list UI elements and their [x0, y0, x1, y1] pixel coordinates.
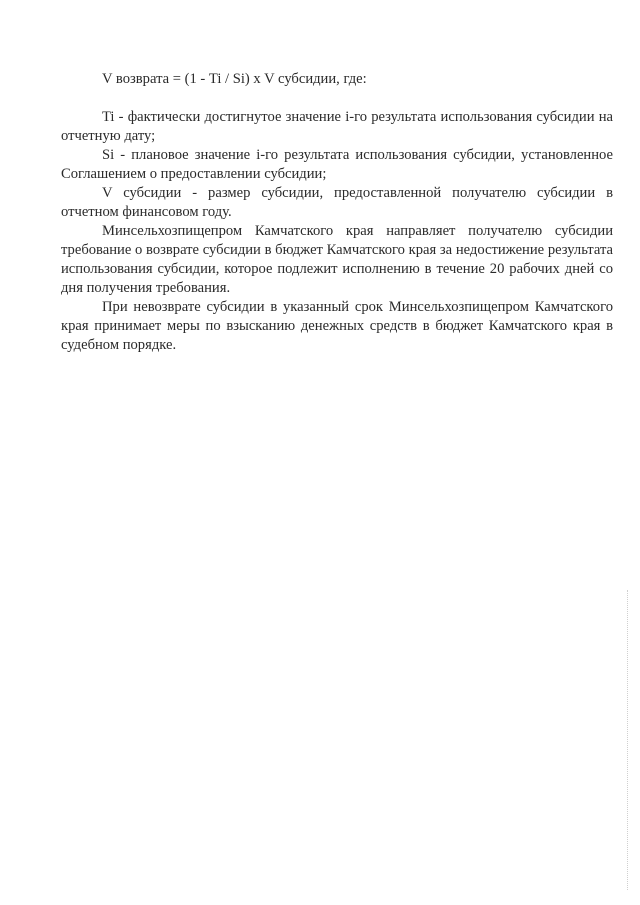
- paragraph-v-definition: V субсидии - размер субсидии, предоставленной получателю субсидии в отчетном финансовом году.: [61, 185, 613, 220]
- paragraph-si-definition: Si - плановое значение i-го результата использования субсидии, установленное Соглашением о предоставлении субсидии;: [61, 147, 613, 182]
- paragraph-ti-definition: Ti - фактически достигнутое значение i-го результата использования субсидии на отчетную дату;: [61, 109, 613, 144]
- paragraph-judicial-recovery: При невозврате субсидии в указанный срок Минсельхозпищепром Камчатского края принимает меры по взысканию денежных средств в бюджет Камчатского края в судебном порядке.: [61, 299, 613, 353]
- refund-formula: V возврата = (1 - Ti / Si) x V субсидии, где:: [102, 71, 367, 87]
- document-body: [61, 70, 613, 355]
- paragraph-refund-demand: Минсельхозпищепром Камчатского края направляет получателю субсидии требование о возврате субсидии в бюджет Камчатского края за недостижение результата использования субсидии, которое подлежит исполнению в течение 20 рабочих дней со дня получения требования.: [61, 223, 613, 296]
- scan-edge-artifact: [627, 590, 628, 890]
